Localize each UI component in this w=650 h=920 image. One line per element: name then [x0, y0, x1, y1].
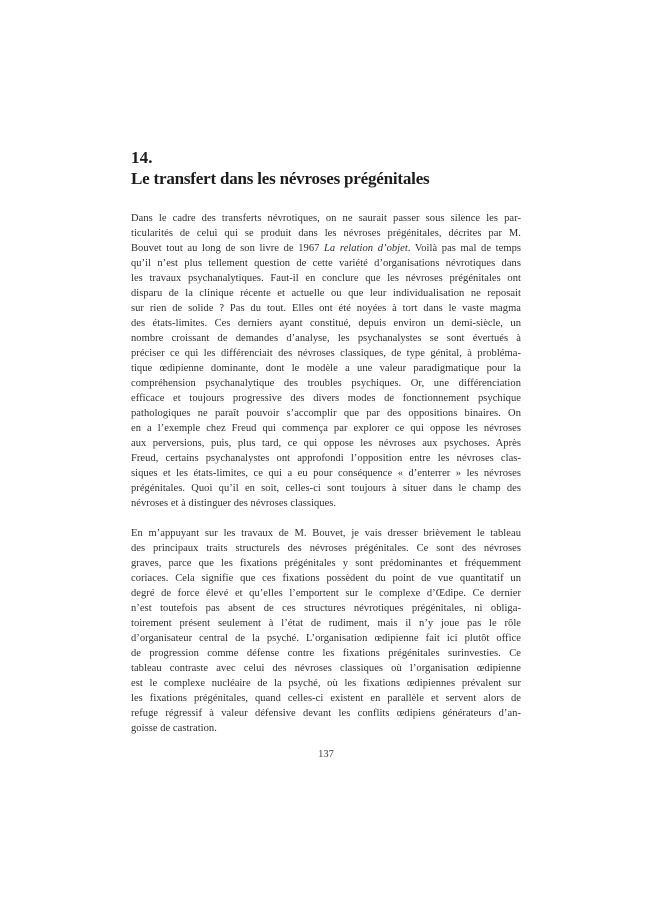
text-line: [131, 646, 521, 661]
text-segment: les travaux psychanalytiques. Faut-il en conclure que les névroses prégénitales ont: [131, 273, 521, 284]
text-segment: qu’il n’est plus tellement question de cette variété d’organisations névrotiques dans: [131, 258, 521, 269]
text-line: [131, 616, 521, 631]
text-line: [131, 286, 521, 301]
text-line: [131, 271, 521, 286]
text-segment: aux perversions, puis, plus tard, ce qui oppose les névroses aux psychoses. Après: [131, 438, 521, 449]
text-segment: tique œdipienne dominante, dont le modèle a une valeur paradigmatique pour la: [131, 363, 521, 374]
text-line: [131, 211, 521, 226]
chapter-number: 14.: [131, 148, 153, 167]
text-line: [131, 241, 521, 256]
text-line: [131, 436, 521, 451]
text-line: [131, 556, 521, 571]
text-line: [131, 346, 521, 361]
text-segment: les fixations prégénitales, quand celles-ci existent en parallèle et servent alors de: [131, 693, 521, 704]
text-segment: prégénitales. Quoi qu’il en soit, celles-ci sont toujours à situer dans le champ des: [131, 483, 521, 494]
text-line: [131, 481, 521, 496]
text-line: [131, 391, 521, 406]
text-segment: des principaux traits structurels des névroses prégénitales. Ce sont des névroses: [131, 543, 521, 554]
text-line: [131, 526, 521, 541]
text-line: [131, 466, 521, 481]
text-line: [131, 451, 521, 466]
text-line: [131, 586, 521, 601]
text-line: [131, 406, 521, 421]
paragraph: [131, 211, 521, 511]
text-block: [131, 147, 521, 736]
text-segment: est le complexe nucléaire de la psyché, où les fixations œdipiennes prévalent sur: [131, 678, 521, 689]
text-line: [131, 361, 521, 376]
text-line: [131, 601, 521, 616]
text-segment: Bouvet tout au long de son livre de 1967: [131, 243, 325, 254]
text-segment: toirement présent seulement à l’état de rudiment, mais il n’y joue pas le rôle: [131, 618, 521, 629]
text-line: [131, 661, 521, 676]
text-line: [131, 631, 521, 646]
italic-book-title: La relation d’objet: [324, 243, 408, 254]
text-segment: pathologiques ne paraît pouvoir s’accomplir que par des oppositions binaires. On: [131, 408, 521, 419]
text-line: [131, 571, 521, 586]
text-segment: Dans le cadre des transferts névrotiques, on ne saurait passer sous silence les par-: [131, 213, 521, 224]
text-segment: de progression comme défense contre les fixations prégénitales surinvesties. Ce: [131, 648, 521, 659]
text-segment: ticularités de celui qui se produit dans les névroses prégénitales, décrites par M.: [131, 228, 521, 239]
text-line: [131, 676, 521, 691]
text-line: [131, 256, 521, 271]
text-segment: en a l’exemple chez Freud qui commença par explorer ce qui oppose les névroses: [131, 423, 521, 434]
text-line: [131, 721, 521, 736]
page-number: 137: [318, 749, 334, 760]
text-segment: n’est toutefois pas absent de ces structures névrotiques prégénitales, ni obliga-: [131, 603, 521, 614]
text-segment: efficace et toujours progressive des divers modes de fonctionnement psychique: [131, 393, 521, 404]
text-segment: sur rien de solide ? Pas du tout. Elles ont été noyées à tort dans le vaste magma: [131, 303, 521, 314]
text-segment: refuge régressif à valeur défensive devant les conflits œdipiens générateurs d’an-: [131, 708, 521, 719]
text-segment: disparu de la clinique récente et actuelle ou que leur individualisation ne reposait: [131, 288, 521, 299]
body-text: [131, 211, 521, 736]
text-segment: degré de force élevé et qu’elles l’emportent sur le complexe d’Œdipe. Ce dernier: [131, 588, 521, 599]
text-segment: tableau contraste avec celui des névroses classiques où l’organisation œdipienne: [131, 663, 521, 674]
text-segment: En m’appuyant sur les travaux de M. Bouvet, je vais dresser brièvement le tableau: [131, 528, 521, 539]
text-line: [131, 496, 521, 511]
text-segment: névroses et à distinguer des névroses classiques.: [131, 498, 337, 509]
text-segment: d’organisateur central de la psyché. L’organisation œdipienne fait ici plutôt office: [131, 633, 521, 644]
text-segment: préciser ce qui les différenciait des névroses classiques, de type génital, à probléma-: [131, 348, 521, 359]
text-segment: . Voilà pas mal de temps: [407, 243, 522, 254]
text-line: [131, 691, 521, 706]
text-line: [131, 706, 521, 721]
paragraph: [131, 526, 521, 736]
text-line: [131, 301, 521, 316]
text-line: [131, 421, 521, 436]
text-segment: des états-limites. Ces derniers ayant constitué, depuis environ un demi-siècle, un: [131, 318, 521, 329]
text-line: [131, 316, 521, 331]
text-segment: compréhension psychanalytique des troubles psychiques. Or, une différenciation: [131, 378, 521, 389]
text-line: [131, 541, 521, 556]
text-line: [131, 226, 521, 241]
text-segment: goisse de castration.: [131, 723, 217, 734]
text-segment: nombre croissant de demandes d’analyse, les psychanalystes se sont évertués à: [131, 333, 521, 344]
chapter-title: Le transfert dans les névroses prégénitales: [131, 169, 430, 188]
text-line: [131, 376, 521, 391]
text-segment: coriaces. Cela signifie que ces fixations possèdent du point de vue quantitatif un: [131, 573, 521, 584]
text-segment: siques et les états-limites, ce qui a eu pour conséquence « d’enterrer » les névroses: [131, 468, 521, 479]
text-segment: graves, parce que les fixations prégénitales y sont prédominantes et fréquemment: [131, 558, 521, 569]
text-line: [131, 331, 521, 346]
text-segment: Freud, certains psychanalystes ont approfondi l’opposition entre les névroses clas-: [131, 453, 521, 464]
